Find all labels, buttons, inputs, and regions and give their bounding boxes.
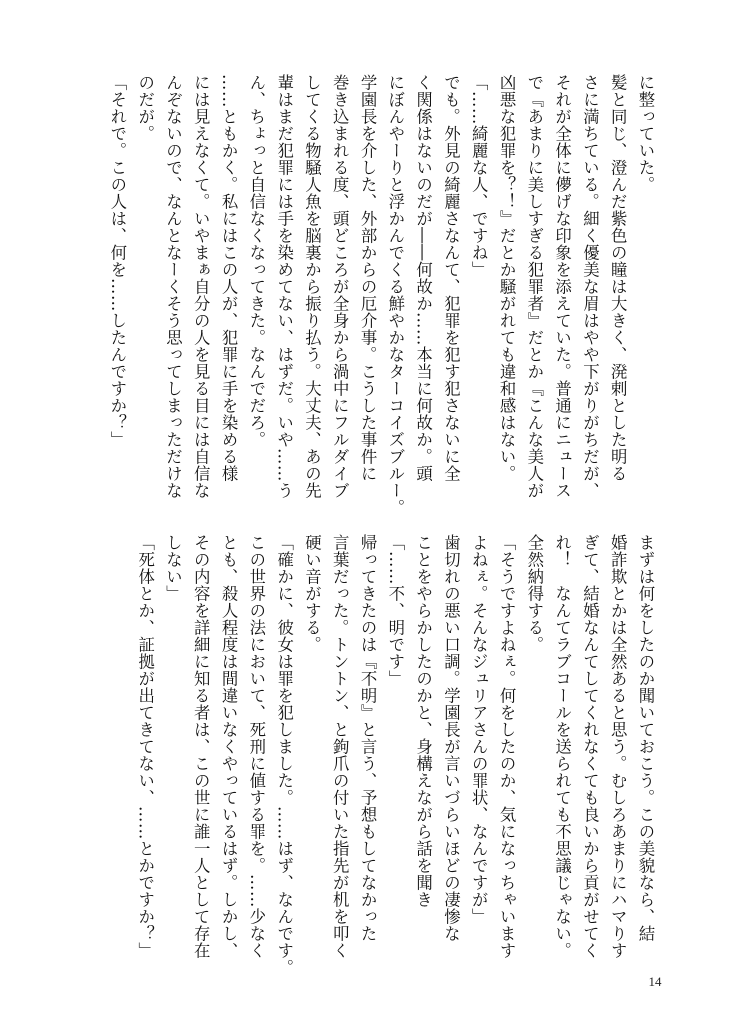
text-line: のだが。 xyxy=(135,74,155,142)
text-line: ことをやらかしたのかと、身構えながら話を聞き xyxy=(413,534,433,908)
text-block-lower xyxy=(135,534,659,976)
text-line: 帰ってきたのは『不明』と言う、予想もしてなかった xyxy=(358,534,378,942)
text-line: で『あまりに美しすぎる犯罪者』だとか『こんな美人が xyxy=(524,74,544,499)
text-line: 「……不、明です」 xyxy=(385,534,405,687)
text-line: 言葉だった。トントン、と鉤爪の付いた指先が机を叩く xyxy=(330,534,350,959)
text-line: 婚詐欺とかは全然あると思う。むしろあまりにハマりす xyxy=(608,534,628,959)
text-block-upper xyxy=(107,74,659,516)
text-line: とも、殺人程度は間違いなくやっているはず。しかし、 xyxy=(219,534,239,959)
text-line: 学園長を介した、外部からの厄介事。こうした事件に xyxy=(358,74,378,482)
text-line: その内容を詳細に知る者は、この世に誰一人として存在 xyxy=(191,534,211,959)
text-line: 「……綺麗な人、ですね」 xyxy=(469,74,489,278)
text-line: 歯切れの悪い口調。学園長が言いづらいほどの凄惨な xyxy=(441,534,461,942)
text-line: にぼんやーりと浮かんでくる鮮やかなターコイズブルー。 xyxy=(385,74,405,516)
text-line: 「そうですよねぇ。何をしたのか、気になっちゃいます xyxy=(497,534,517,959)
text-line: く関係はないのだが――何故か……本当に何故か。頭 xyxy=(413,74,433,482)
text-line: よねぇ。そんなジュリアさんの罪状、なんですが」 xyxy=(469,534,489,925)
text-line: 「確かに、彼女は罪を犯しました。……はず、なんです。 xyxy=(274,534,294,976)
text-line: でも。外見の綺麗さなんて、犯罪を犯す犯さないに全 xyxy=(441,74,461,482)
text-line: 全然納得する。 xyxy=(524,534,544,653)
text-line: 硬い音がする。 xyxy=(302,534,322,653)
text-line: 輩はまだ犯罪には手を染めてない、はずだ。いや……う xyxy=(274,74,294,499)
text-line: 凶悪な犯罪を？！』だとか騒がれても違和感はない。 xyxy=(497,74,517,482)
text-line: しない」 xyxy=(163,534,183,602)
text-line: してくる物騒人魚を脳裏から振り払う。大丈夫、あの先 xyxy=(302,74,322,499)
text-line: には見えなくて。いやまぁ自分の人を見る目には自信な xyxy=(191,74,211,499)
text-line: 髪と同じ、澄んだ紫色の瞳は大きく、溌剌とした明る xyxy=(608,74,628,482)
text-line: ぎて、結婚なんてしてくれなくても良いから貢がせてく xyxy=(580,534,600,959)
text-line: ん、ちょっと自信なくなってきた。なんでだろ。 xyxy=(246,74,266,448)
text-line: ……ともかく。私にはこの人が、犯罪に手を染める様 xyxy=(219,74,239,482)
text-line: この世界の法において、死刑に値する罪を。……少なく xyxy=(246,534,266,959)
text-line: んぞないので、なんとなーくそう思ってしまっただけな xyxy=(163,74,183,499)
text-line: さに満ちている。細く優美な眉はやや下がりがちだが、 xyxy=(580,74,600,499)
text-line: れ！ なんてラブコールを送られても不思議じゃない。 xyxy=(552,534,572,959)
text-line: それが全体に儚げな印象を添えていた。普通にニュース xyxy=(552,74,572,499)
text-line: 「それで。この人は、何を……したんですか？」 xyxy=(107,74,127,448)
text-line: 「死体とか、証拠が出てきてない、……とかですか？」 xyxy=(135,534,155,959)
text-line: 巻き込まれる度、頭どころが全身から渦中にフルダイブ xyxy=(330,74,350,499)
page-number: 14 xyxy=(648,974,662,989)
text-line: に整っていた。 xyxy=(636,74,655,193)
text-line: まずは何をしたのか聞いておこう。この美貌なら、結 xyxy=(636,534,655,942)
